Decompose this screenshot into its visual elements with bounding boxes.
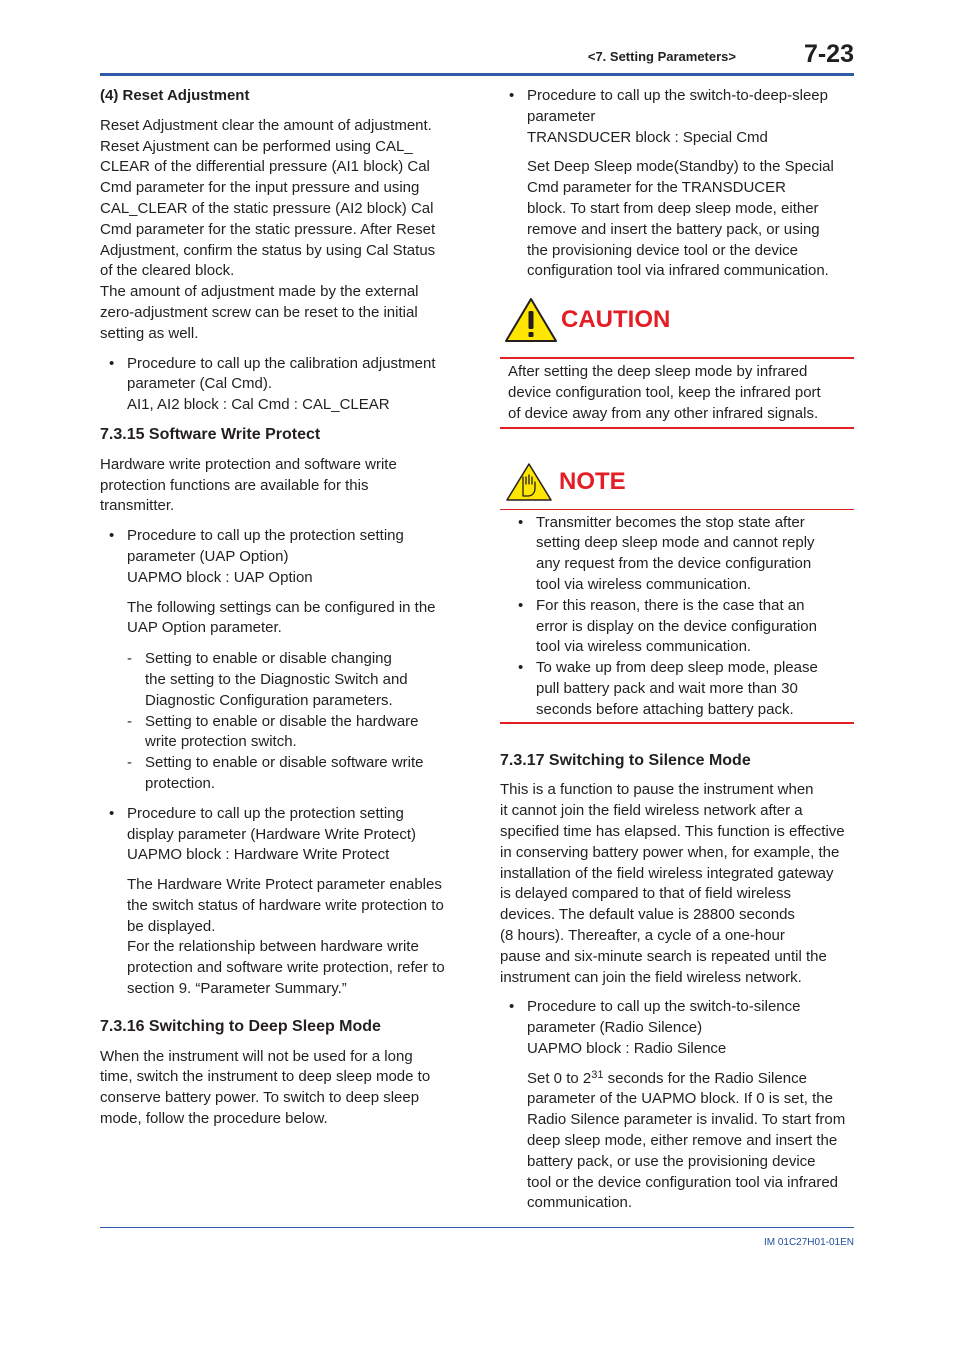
- text-line: When the instrument will not be used for a long: [100, 1047, 413, 1065]
- text-line: CLEAR of the differential pressure (AI1 block) Cal: [100, 158, 430, 176]
- text-line: the provisioning device tool or the device: [527, 241, 798, 259]
- text-line: block. To start from deep sleep mode, either: [527, 199, 819, 217]
- text-line: section 9. “Parameter Summary.”: [127, 980, 347, 998]
- bullet-marker: •: [518, 513, 524, 531]
- text-line: The amount of adjustment made by the external: [100, 283, 419, 301]
- text-line: Procedure to call up the switch-to-silence: [527, 998, 801, 1016]
- reset-adjustment-paragraph: [100, 116, 455, 345]
- text-line: Transmitter becomes the stop state after: [536, 513, 805, 531]
- silence-note-pre: Set 0 to 2: [527, 1069, 592, 1087]
- reset-bullet: [100, 354, 455, 416]
- text-line: write protection switch.: [145, 733, 297, 751]
- text-line: setting deep sleep mode and cannot reply: [536, 534, 815, 552]
- header-rule: [100, 73, 854, 76]
- dash-item: [100, 649, 455, 711]
- text-line: For this reason, there is the case that an: [536, 596, 805, 614]
- swp-bullet-1: [100, 526, 455, 588]
- text-line: instrument can join the field wireless network.: [500, 968, 802, 986]
- bullet-marker: •: [109, 527, 115, 545]
- text-line: Procedure to call up the protection setting: [127, 804, 404, 822]
- text-line: tool or the device configuration tool via infrared: [527, 1173, 839, 1191]
- bullet-marker: •: [109, 354, 115, 372]
- dash-marker: -: [127, 754, 132, 772]
- text-line: the setting to the Diagnostic Switch and: [145, 670, 408, 688]
- text-line: configuration tool via infrared communication.: [527, 262, 829, 280]
- note-item: [500, 513, 854, 596]
- text-line: devices. The default value is 28800 seconds: [500, 906, 795, 924]
- software-write-protect-heading: 7.3.15 Software Write Protect: [100, 425, 321, 443]
- reset-adjustment-heading: (4) Reset Adjustment: [100, 87, 250, 104]
- caution-bottom-rule: [500, 427, 854, 429]
- text-line: Cmd parameter for the input pressure and using: [100, 179, 420, 197]
- bullet-marker: •: [109, 804, 115, 822]
- deep-sleep-bullet: [500, 86, 854, 148]
- text-line: The Hardware Write Protect parameter enables: [127, 876, 442, 894]
- note-bottom-rule: [500, 722, 854, 724]
- caution-header: [500, 296, 854, 344]
- text-line: parameter (UAP Option): [127, 547, 289, 565]
- text-line: Radio Silence parameter is invalid. To start from: [527, 1111, 846, 1129]
- text-line: any request from the device configuration: [536, 555, 812, 573]
- silence-paragraph: [500, 780, 854, 988]
- footer-rule: [100, 1227, 854, 1228]
- text-line: Reset Ajustment can be performed using CAL_: [100, 137, 413, 155]
- note-item: [500, 658, 854, 720]
- text-line: Cmd parameter for the static pressure. After Reset: [100, 220, 436, 238]
- deep-sleep-heading: 7.3.16 Switching to Deep Sleep Mode: [100, 1017, 381, 1035]
- note-list: [500, 510, 854, 722]
- caution-title: CAUTION: [561, 306, 671, 334]
- text-line: Procedure to call up the calibration adjustment: [127, 354, 436, 372]
- swp-bullet-2-text: [127, 804, 455, 866]
- deep-sleep-bullet-text: [527, 86, 854, 148]
- caution-box: [500, 296, 854, 428]
- silence-note-exponent: 31: [591, 1068, 604, 1081]
- swp-paragraph: [100, 455, 455, 517]
- text-line: the switch status of hardware write protection to: [127, 896, 444, 914]
- text-line: parameter of the UAPMO block. If 0 is set, the: [527, 1090, 833, 1108]
- text-line: transmitter.: [100, 497, 175, 515]
- dash-marker: -: [127, 650, 132, 668]
- text-line: parameter (Cal Cmd).: [127, 375, 273, 393]
- caution-text: [500, 359, 854, 426]
- silence-bullet-note: [500, 1069, 854, 1215]
- silence-mode-heading: 7.3.17 Switching to Silence Mode: [500, 751, 751, 769]
- text-line: TRANSDUCER block : Special Cmd: [527, 128, 768, 146]
- text-line: Setting to enable or disable software write: [145, 754, 424, 772]
- text-line: tool via wireless communication.: [536, 638, 752, 656]
- running-header: <7. Setting Parameters>: [587, 49, 736, 64]
- swp-bullet-1-text: [127, 526, 455, 588]
- dash-item: [100, 712, 455, 754]
- text-line: time, switch the instrument to deep sleep mode to: [100, 1068, 431, 1086]
- silence-note-rest: [527, 1089, 854, 1214]
- text-line: For the relationship between hardware write: [127, 938, 419, 956]
- note-header: [500, 462, 854, 502]
- swp-dash-list: [100, 649, 455, 795]
- text-line: zero-adjustment screw can be reset to the initial: [100, 303, 418, 321]
- warning-triangle-icon: [504, 297, 558, 343]
- text-line: After setting the deep sleep mode by infrared: [508, 363, 808, 381]
- text-line: Cmd parameter for the TRANSDUCER: [527, 179, 786, 197]
- raised-hand-icon: [505, 462, 553, 502]
- note-box: [500, 462, 854, 724]
- text-line: mode, follow the procedure below.: [100, 1110, 328, 1128]
- bullet-marker: •: [509, 998, 515, 1016]
- swp-bullet-2-note: [100, 875, 455, 1000]
- text-line: be displayed.: [127, 917, 216, 935]
- text-line: protection.: [145, 774, 216, 792]
- text-line: Set Deep Sleep mode(Standby) to the Special: [527, 158, 834, 176]
- silence-note-first-line: [527, 1069, 854, 1090]
- text-line: specified time has elapsed. This function is effective: [500, 822, 845, 840]
- text-line: remove and insert the battery pack, or using: [527, 220, 820, 238]
- text-line: Hardware write protection and software write: [100, 455, 397, 473]
- text-line: Reset Adjustment clear the amount of adjustment.: [100, 116, 432, 134]
- text-line: AI1, AI2 block : Cal Cmd : CAL_CLEAR: [127, 396, 390, 414]
- document-id: IM 01C27H01-01EN: [763, 1237, 854, 1248]
- page-number: 7-23: [803, 40, 854, 68]
- text-line: it cannot join the field wireless network after a: [500, 802, 803, 820]
- text-line: This is a function to pause the instrument when: [500, 781, 814, 799]
- silence-bullet: [500, 997, 854, 1059]
- text-line: To wake up from deep sleep mode, please: [536, 659, 818, 677]
- note-item: [500, 596, 854, 658]
- text-line: The following settings can be configured in the: [127, 598, 436, 616]
- text-line: of device away from any other infrared signals.: [508, 404, 819, 422]
- text-line: UAPMO block : Hardware Write Protect: [127, 846, 390, 864]
- right-column: [500, 86, 854, 1214]
- text-line: (8 hours). Thereafter, a cycle of a one-hour: [500, 926, 785, 944]
- reset-bullet-text: [127, 354, 455, 416]
- text-line: is delayed compared to that of field wireless: [500, 885, 791, 903]
- swp-bullet-2: [100, 804, 455, 866]
- text-line: parameter (Radio Silence): [527, 1019, 703, 1037]
- text-line: CAL_CLEAR of the static pressure (AI2 block) Cal: [100, 199, 434, 217]
- text-line: Procedure to call up the protection setting: [127, 527, 404, 545]
- text-line: protection functions are available for this: [100, 476, 369, 494]
- bullet-marker: •: [518, 659, 524, 677]
- deep-sleep-paragraph: [100, 1047, 455, 1130]
- dash-item: [100, 753, 455, 795]
- text-line: Procedure to call up the switch-to-deep-sleep: [527, 87, 828, 104]
- text-line: Diagnostic Configuration parameters.: [145, 691, 393, 709]
- bullet-marker: •: [509, 87, 515, 104]
- silence-note-post: seconds for the Radio Silence: [603, 1069, 807, 1087]
- text-line: UAPMO block : Radio Silence: [527, 1039, 727, 1057]
- text-line: pause and six-minute search is repeated until the: [500, 947, 827, 965]
- text-line: setting as well.: [100, 324, 199, 342]
- text-line: error is display on the device configuration: [536, 617, 817, 635]
- text-line: communication.: [527, 1194, 633, 1212]
- dash-marker: -: [127, 712, 132, 730]
- deep-sleep-bullet-note: [500, 157, 854, 282]
- text-line: UAPMO block : UAP Option: [127, 568, 313, 586]
- text-line: battery pack, or use the provisioning device: [527, 1152, 816, 1170]
- text-line: installation of the field wireless integrated gateway: [500, 864, 834, 882]
- text-line: tool via wireless communication.: [536, 575, 752, 593]
- bullet-marker: •: [518, 596, 524, 614]
- note-title: NOTE: [559, 467, 626, 495]
- text-line: UAP Option parameter.: [127, 619, 282, 637]
- text-line: parameter: [527, 107, 596, 125]
- text-line: device configuration tool, keep the infrared port: [508, 383, 821, 401]
- text-line: pull battery pack and wait more than 30: [536, 679, 798, 697]
- left-column: [100, 86, 455, 1130]
- silence-bullet-text: [527, 997, 854, 1059]
- text-line: Setting to enable or disable changing: [145, 650, 392, 668]
- text-line: conserve battery power. To switch to deep sleep: [100, 1089, 420, 1107]
- text-line: of the cleared block.: [100, 262, 235, 280]
- text-line: seconds before attaching battery pack.: [536, 700, 794, 718]
- text-line: deep sleep mode, either remove and insert the: [527, 1132, 838, 1150]
- text-line: protection and software write protection, refer to: [127, 959, 445, 977]
- text-line: in conserving battery power when, for example, the: [500, 843, 840, 861]
- swp-bullet-1-note: [100, 598, 455, 640]
- text-line: Setting to enable or disable the hardware: [145, 712, 419, 730]
- text-line: display parameter (Hardware Write Protect): [127, 825, 416, 843]
- text-line: Adjustment, confirm the status by using Cal Status: [100, 241, 436, 259]
